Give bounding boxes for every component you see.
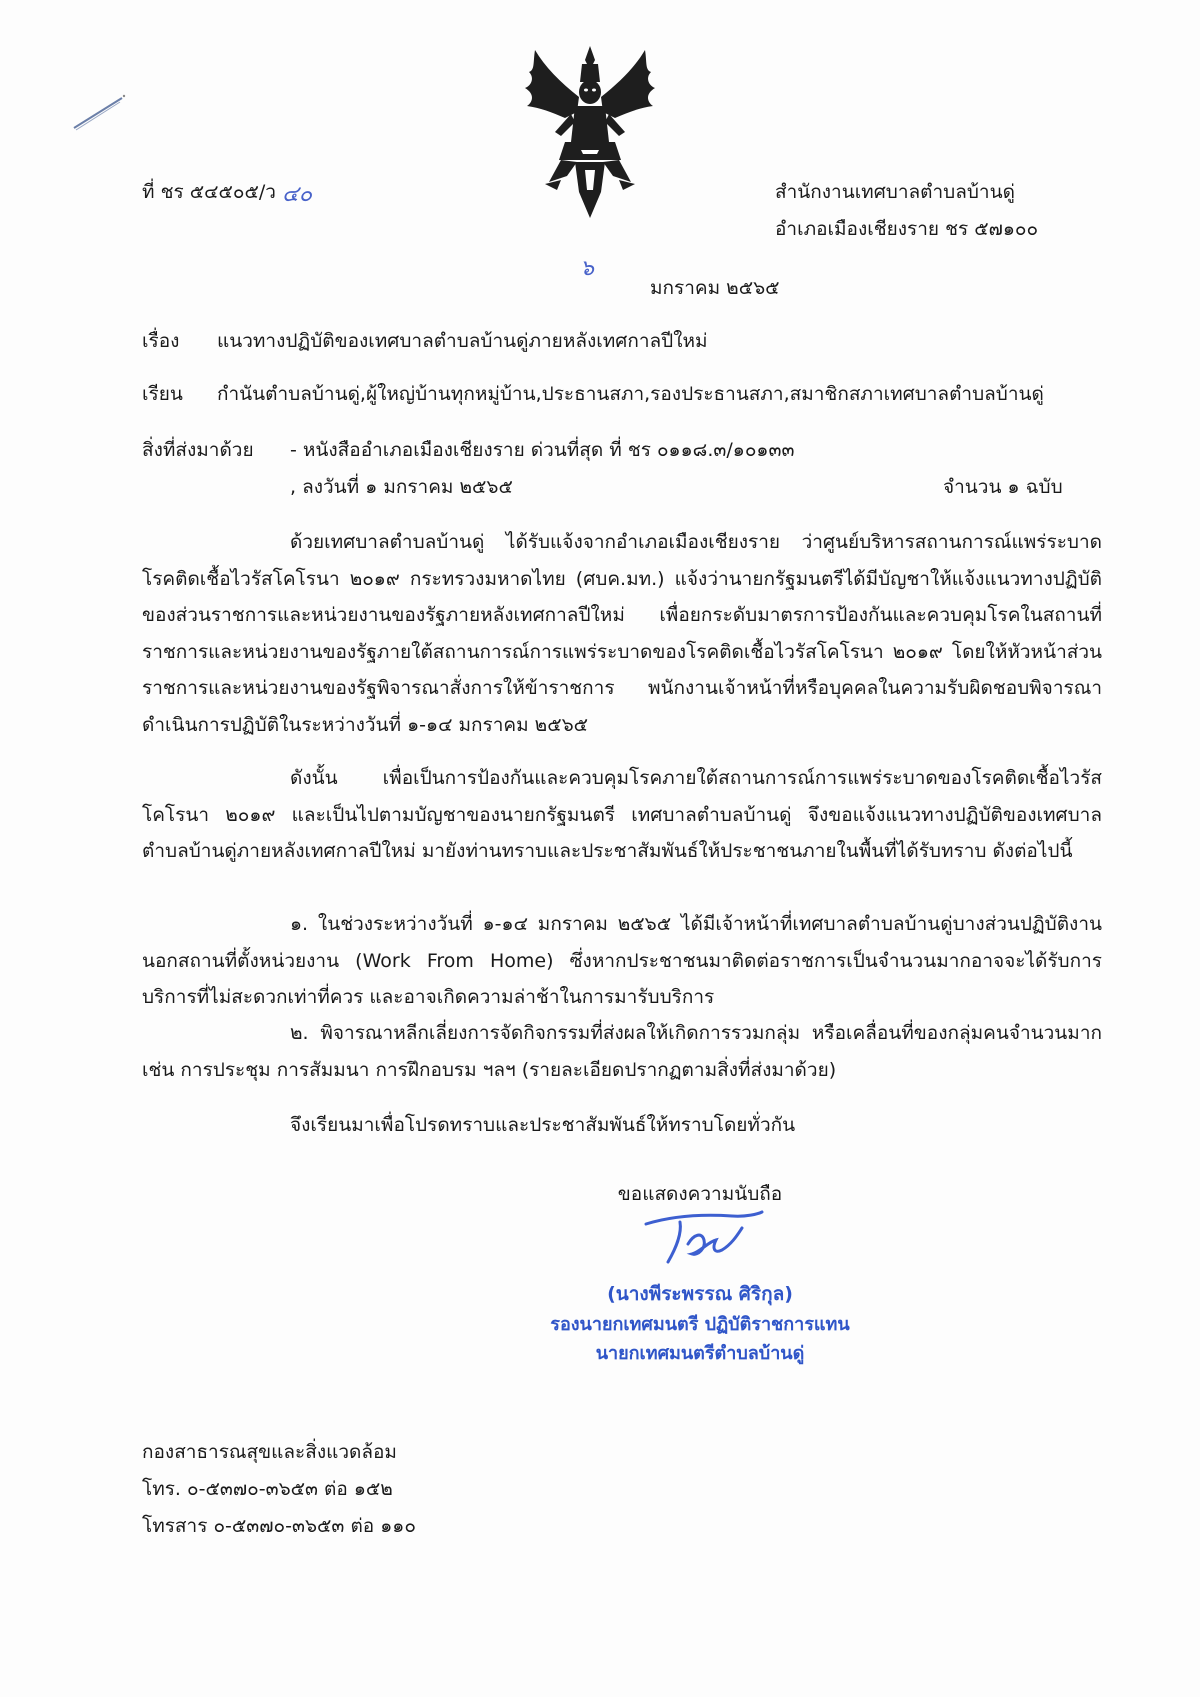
- recipient-text: กำนันตำบลบ้านดู่,ผู้ใหญ่บ้านทุกหมู่บ้าน,ประธานสภา,รองประธานสภา,สมาชิกสภาเทศบาลตำบลบ้านดู่: [217, 383, 1044, 405]
- garuda-emblem-icon: [505, 42, 675, 222]
- pen-mark-icon: [72, 92, 128, 132]
- office-address: อำเภอเมืองเชียงราย ชร ๕๗๑๐๐: [775, 218, 1039, 240]
- closing-statement: จึงเรียนมาเพื่อโปรดทราบและประชาสัมพันธ์ให้ทราบโดยทั่วกัน: [290, 1114, 796, 1136]
- office-name: สำนักงานเทศบาลตำบลบ้านดู่: [775, 181, 1015, 203]
- reference-number-handwritten: ๔๐: [282, 182, 313, 207]
- subject-text: แนวทางปฏิบัติของเทศบาลตำบลบ้านดู่ภายหลังเทศกาลปีใหม่: [217, 330, 708, 352]
- enclosure-line-1: - หนังสืออำเภอเมืองเชียงราย ด่วนที่สุด ที่ ชร ๐๑๑๘.๓/๑๐๑๓๓: [290, 439, 795, 461]
- signatory-position-1: รองนายกเทศมนตรี ปฏิบัติราชการแทน: [550, 1314, 850, 1335]
- signatory-position-2: นายกเทศมนตรีตำบลบ้านดู่: [595, 1343, 805, 1364]
- salutation: ขอแสดงความนับถือ: [617, 1183, 783, 1205]
- footer-department: กองสาธารณสุขและสิ่งแวดล้อม: [142, 1441, 397, 1463]
- reference-number: ที่ ชร ๕๔๕๐๕/ว: [142, 181, 276, 203]
- subject-label: เรื่อง: [142, 330, 180, 352]
- body-paragraph-1: ด้วยเทศบาลตำบลบ้านดู่ ได้รับแจ้งจากอำเภอเมืองเชียงราย ว่าศูนย์บริหารสถานการณ์แพร่ระบาดโรคติดเชื้อไวรัสโคโรนา ๒๐๑๙ กระทรวงมหาดไทย (ศบค.มท.) แจ้งว่านายกรัฐมนตรีได้มีบัญชาให้แจ้งแนวทางปฏิบัติของส่วนราชการและหน่วยงานของรัฐภายหลังเทศกาลปีใหม่ เพื่อยกระดับมาตรการป้องกันและควบคุมโรคในสถานที่ราชการและหน่วยงานของรัฐภายใต้สถานการณ์การแพร่ระบาดของโรคติดเชื้อไวรัสโคโรนา ๒๐๑๙ โดยให้หัวหน้าส่วนราชการและหน่วยงานของรัฐพิจารณาสั่งการให้ข้าราชการ พนักงานเจ้าหน้าที่หรือบุคคลในความรับผิดชอบพิจารณาดำเนินการปฏิบัติในระหว่างวันที่ ๑-๑๔ มกราคม ๒๕๖๕: [142, 531, 1102, 736]
- footer-fax: โทรสาร ๐-๕๓๗๐-๓๖๕๓ ต่อ ๑๑๐: [142, 1515, 416, 1537]
- enclosure-quantity: จำนวน ๑ ฉบับ: [943, 476, 1063, 498]
- body-paragraph-2: ดังนั้น เพื่อเป็นการป้องกันและควบคุมโรคภายใต้สถานการณ์การแพร่ระบาดของโรคติดเชื้อไวรัสโคโรนา ๒๐๑๙ และเป็นไปตามบัญชาของนายกรัฐมนตรี เทศบาลตำบลบ้านดู่ จึงขอแจ้งแนวทางปฏิบัติของเทศบาลตำบลบ้านดู่ภายหลังเทศกาลปีใหม่ มายังท่านทราบและประชาสัมพันธ์ให้ประชาชนภายในพื้นที่ได้รับทราบ ดังต่อไปนี้: [142, 767, 1102, 862]
- handwritten-signature-icon: [642, 1210, 764, 1268]
- enclosure-label: สิ่งที่ส่งมาด้วย: [142, 439, 254, 461]
- signatory-name: (นางพีระพรรณ ศิริกุล): [607, 1283, 793, 1305]
- date-month-year: มกราคม ๒๕๖๕: [650, 277, 780, 299]
- enclosure-line-2: , ลงวันที่ ๑ มกราคม ๒๕๖๕: [290, 476, 513, 498]
- date-day-handwritten: ๖: [580, 256, 594, 281]
- body-item-1: ๑. ในช่วงระหว่างวันที่ ๑-๑๔ มกราคม ๒๕๖๕ ได้มีเจ้าหน้าที่เทศบาลตำบลบ้านดู่บางส่วนปฏิบัติงานนอกสถานที่ตั้งหน่วยงาน (Work From Home) ซึ่งหากประชาชนมาติดต่อราชการเป็นจำนวนมากอาจจะได้รับการบริการที่ไม่สะดวกเท่าที่ควร และอาจเกิดความล่าช้าในการมารับบริการ: [142, 913, 1102, 1008]
- recipient-label: เรียน: [142, 383, 183, 405]
- body-item-2: ๒. พิจารณาหลีกเลี่ยงการจัดกิจกรรมที่ส่งผลให้เกิดการรวมกลุ่ม หรือเคลื่อนที่ของกลุ่มคนจำนวนมาก เช่น การประชุม การสัมมนา การฝึกอบรม ฯลฯ (รายละเอียดปรากฏตามสิ่งที่ส่งมาด้วย): [142, 1022, 1102, 1081]
- footer-phone: โทร. ๐-๕๓๗๐-๓๖๕๓ ต่อ ๑๕๒: [142, 1478, 393, 1500]
